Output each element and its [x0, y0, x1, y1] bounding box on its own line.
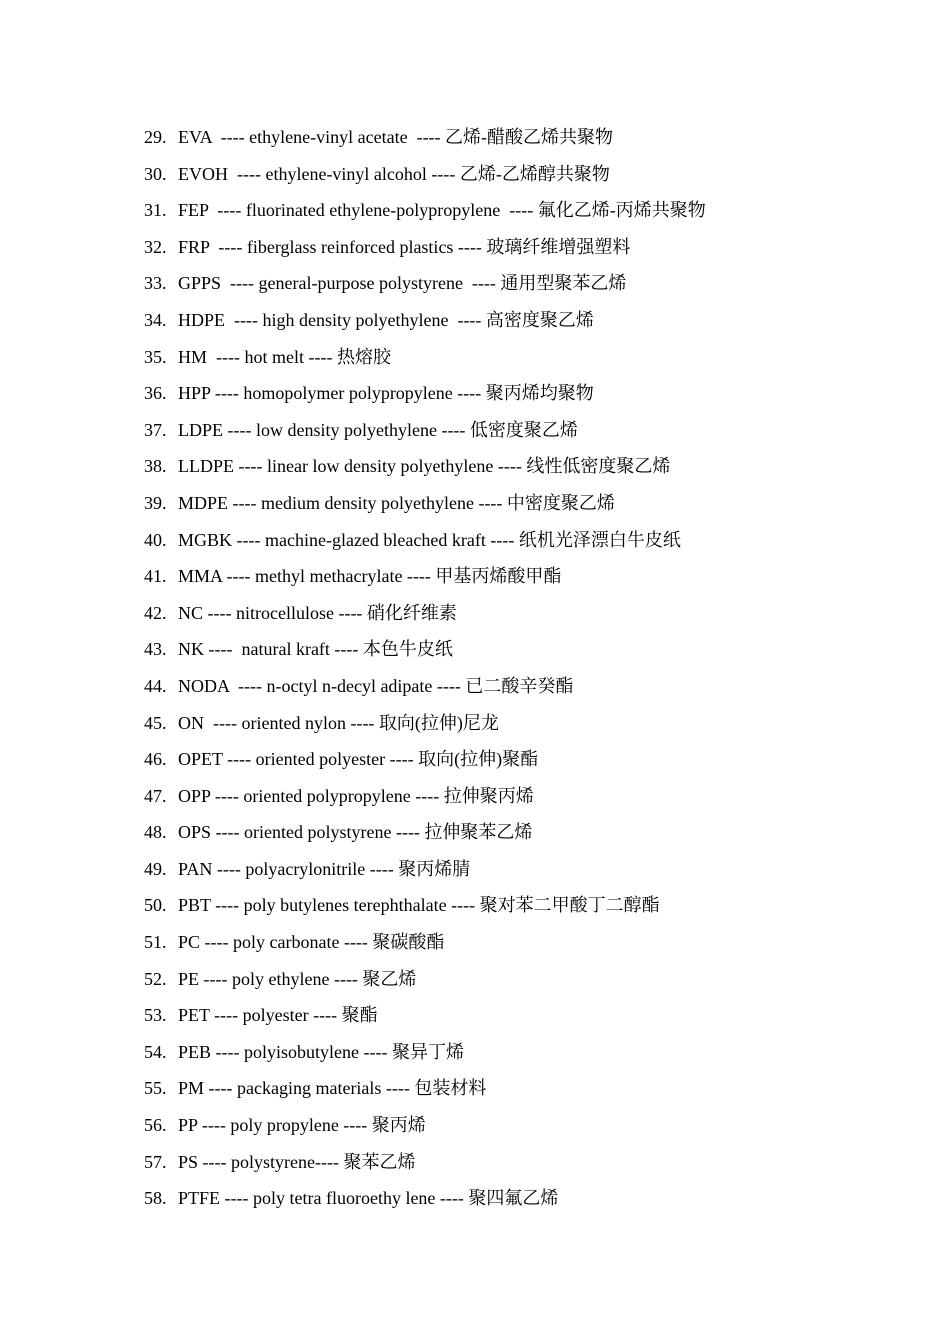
list-item: [144, 197, 706, 234]
item-text: GPPS ---- general-purpose polystyrene ---- 通用型聚苯乙烯: [178, 273, 627, 294]
list-item: [144, 380, 706, 417]
item-text: PS ---- polystyrene---- 聚苯乙烯: [178, 1151, 416, 1172]
list-item: [144, 1002, 706, 1039]
item-text: PBT ---- poly butylenes terephthalate ---- 聚对苯二甲酸丁二醇酯: [178, 895, 660, 916]
list-item: [144, 966, 706, 1003]
list-item: [144, 856, 706, 893]
item-number: 36.: [144, 383, 167, 404]
list-item: [144, 417, 706, 454]
item-text: PEB ---- polyisobutylene ---- 聚异丁烯: [178, 1041, 464, 1062]
list-item: [144, 819, 706, 856]
item-text: NC ---- nitrocellulose ---- 硝化纤维素: [178, 602, 457, 623]
item-text: OPET ---- oriented polyester ---- 取向(拉伸)聚酯: [178, 749, 539, 770]
item-text: MMA ---- methyl methacrylate ---- 甲基丙烯酸甲酯: [178, 566, 562, 587]
item-number: 43.: [144, 639, 167, 660]
list-item: [144, 1039, 706, 1076]
item-number: 58.: [144, 1188, 167, 1209]
item-number: 39.: [144, 492, 167, 513]
item-text: EVA ---- ethylene-vinyl acetate ---- 乙烯-醋酸乙烯共聚物: [178, 127, 614, 147]
item-number: 38.: [144, 456, 167, 477]
item-number: 40.: [144, 529, 167, 550]
list-item: [144, 453, 706, 490]
item-text: PE ---- poly ethylene ---- 聚乙烯: [178, 968, 417, 989]
item-text: PET ---- polyester ---- 聚酯: [178, 1005, 378, 1026]
list-item: [144, 1185, 706, 1222]
list-item: [144, 270, 706, 307]
item-number: 48.: [144, 822, 167, 843]
item-text: PC ---- poly carbonate ---- 聚碳酸酯: [178, 932, 445, 953]
item-number: 50.: [144, 895, 167, 916]
item-text: NK ---- natural kraft ---- 本色牛皮纸: [178, 639, 453, 660]
item-text: HM ---- hot melt ---- 热熔胶: [178, 346, 391, 367]
item-text: MDPE ---- medium density polyethylene ---- 中密度聚乙烯: [178, 492, 615, 513]
list-item: [144, 161, 706, 198]
item-text: ON ---- oriented nylon ---- 取向(拉伸)尼龙: [178, 712, 499, 733]
item-text: FEP ---- fluorinated ethylene-polypropylene ---- 氟化乙烯-丙烯共聚物: [178, 200, 706, 221]
list-item: [144, 783, 706, 820]
item-number: 33.: [144, 273, 167, 294]
item-text: PP ---- poly propylene ---- 聚丙烯: [178, 1115, 426, 1136]
item-text: MGBK ---- machine-glazed bleached kraft ---- 纸机光泽漂白牛皮纸: [178, 529, 681, 550]
item-text: NODA ---- n-octyl n-decyl adipate ---- 已二酸辛癸酯: [178, 675, 574, 696]
list-item: [144, 563, 706, 600]
item-text: HPP ---- homopolymer polypropylene ---- 聚丙烯均聚物: [178, 383, 594, 404]
list-item: [144, 673, 706, 710]
item-text: LLDPE ---- linear low density polyethylene ---- 线性低密度聚乙烯: [178, 456, 671, 477]
item-number: 32.: [144, 236, 167, 257]
list-item: [144, 234, 706, 271]
list-item: [144, 929, 706, 966]
item-number: 54.: [144, 1041, 167, 1062]
list-item: [144, 1112, 706, 1149]
item-number: 34.: [144, 309, 167, 330]
item-text: PAN ---- polyacrylonitrile ---- 聚丙烯腈: [178, 858, 471, 879]
list-item: [144, 1149, 706, 1186]
item-number: 41.: [144, 566, 167, 587]
item-number: 45.: [144, 712, 167, 733]
item-text: FRP ---- fiberglass reinforced plastics ---- 玻璃纤维增强塑料: [178, 236, 631, 257]
item-number: 49.: [144, 858, 167, 879]
item-number: 31.: [144, 200, 167, 221]
item-number: 46.: [144, 749, 167, 770]
item-text: OPP ---- oriented polypropylene ---- 拉伸聚丙烯: [178, 785, 534, 806]
item-text: LDPE ---- low density polyethylene ---- 低密度聚乙烯: [178, 419, 578, 440]
item-number: 37.: [144, 419, 167, 440]
list-item: [144, 490, 706, 527]
list-item: [144, 636, 706, 673]
item-number: 56.: [144, 1115, 167, 1136]
list-item: [144, 527, 706, 564]
list-item: [144, 892, 706, 929]
list-item: [144, 344, 706, 381]
list-item: [144, 710, 706, 747]
item-text: PM ---- packaging materials ---- 包装材料: [178, 1078, 487, 1099]
list-item: [144, 124, 706, 161]
item-number: 51.: [144, 932, 167, 953]
list-item: [144, 600, 706, 637]
item-text: PTFE ---- poly tetra fluoroethy lene ---- 聚四氟乙烯: [178, 1188, 559, 1209]
item-number: 57.: [144, 1151, 167, 1172]
item-number: 30.: [144, 163, 167, 184]
item-number: 52.: [144, 968, 167, 989]
item-number: 53.: [144, 1005, 167, 1026]
list-item: [144, 307, 706, 344]
item-number: 35.: [144, 346, 167, 367]
list-item: [144, 1075, 706, 1112]
item-number: 55.: [144, 1078, 167, 1099]
item-text: OPS ---- oriented polystyrene ---- 拉伸聚苯乙烯: [178, 822, 533, 843]
item-text: HDPE ---- high density polyethylene ---- 高密度聚乙烯: [178, 309, 594, 330]
item-text: EVOH ---- ethylene-vinyl alcohol ---- 乙烯-乙烯醇共聚物: [178, 163, 610, 184]
item-number: 42.: [144, 602, 167, 623]
abbreviation-list: [144, 124, 706, 1222]
item-number: 29.: [144, 127, 167, 147]
list-item: [144, 746, 706, 783]
item-number: 47.: [144, 785, 167, 806]
item-number: 44.: [144, 675, 167, 696]
